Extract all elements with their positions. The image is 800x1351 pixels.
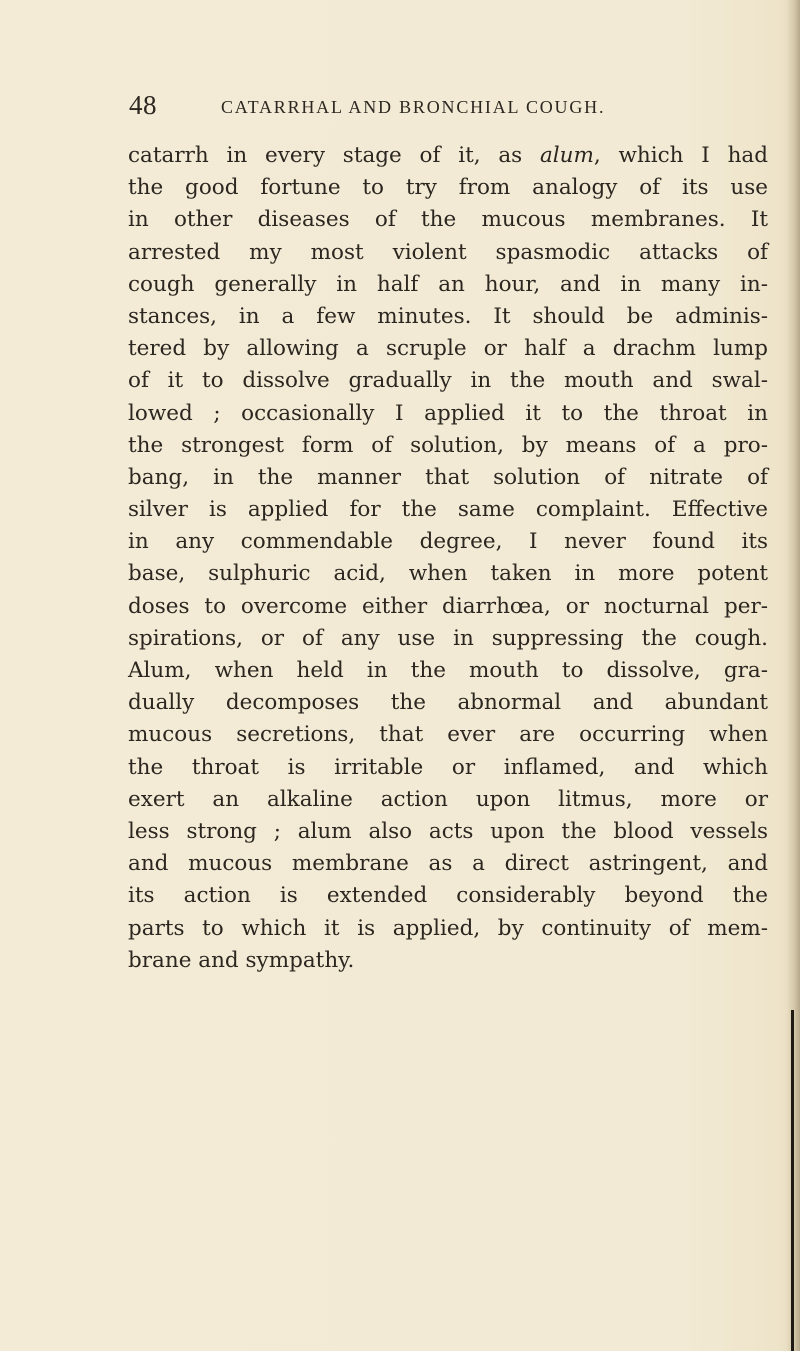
text-segment: arrested my most violent spasmodic attacks of [128, 239, 768, 265]
text-segment: in other diseases of the mucous membranes. It [128, 207, 768, 233]
text-line [128, 784, 768, 816]
text-segment: and mucous membrane as a direct astringent, and [128, 851, 768, 877]
text-line [128, 880, 768, 912]
running-head [0, 90, 800, 124]
text-line [128, 687, 768, 719]
text-segment: spirations, or of any use in suppressing the cough. [128, 625, 768, 651]
text-segment: cough generally in half an hour, and in many in- [128, 271, 768, 297]
text-line [128, 269, 768, 301]
text-segment: in any commendable degree, I never found its [128, 529, 768, 555]
text-segment: Alum, when held in the mouth to dissolve, gra- [128, 658, 768, 683]
text-segment: brane and sympathy. [128, 947, 355, 973]
page-edge-line [791, 1010, 794, 1351]
text-segment: base, sulphuric acid, when taken in more potent [128, 561, 768, 587]
text-segment: dually decomposes the abnormal and abundant [128, 690, 768, 716]
text-line [128, 494, 768, 526]
text-line [128, 333, 768, 365]
text-line [128, 945, 768, 977]
text-line [128, 913, 768, 945]
body-paragraph [128, 140, 768, 977]
text-segment: lowed ; occasionally I applied it to the throat in [128, 400, 768, 426]
text-line [128, 623, 768, 655]
text-line [128, 172, 768, 204]
text-line [128, 430, 768, 462]
text-line [128, 719, 768, 751]
text-segment: catarrh in every stage of it, as [128, 143, 540, 168]
text-segment: mucous secretions, that ever are occurring when [128, 722, 768, 748]
text-line [128, 301, 768, 333]
text-line [128, 204, 768, 236]
text-line [128, 365, 768, 397]
text-segment: parts to which it is applied, by continuity of mem- [128, 915, 768, 941]
text-segment: its action is extended considerably beyond the [128, 883, 768, 909]
text-segment: silver is applied for the same complaint. Effective [128, 497, 768, 523]
text-segment: exert an alkaline action upon litmus, more or [128, 786, 768, 812]
text-segment: less strong ; alum also acts upon the blood vessels [128, 818, 768, 844]
text-line [128, 655, 768, 687]
text-segment: of it to dissolve gradually in the mouth and swal- [128, 368, 768, 394]
page-number: 48 [129, 90, 157, 120]
text-line [128, 140, 768, 172]
text-segment: , which I had [593, 143, 768, 168]
text-segment: the strongest form of solution, by means of a pro- [128, 432, 768, 458]
text-line [128, 591, 768, 623]
italic-term: alum [539, 143, 594, 168]
text-line [128, 398, 768, 430]
text-segment: doses to overcome either diarrhœa, or nocturnal per- [128, 593, 768, 619]
text-line [128, 848, 768, 880]
text-line [128, 816, 768, 848]
running-head-title: CATARRHAL AND BRONCHIAL COUGH. [221, 97, 606, 117]
text-segment: the good fortune to try from analogy of its use [128, 175, 768, 201]
text-line [128, 752, 768, 784]
text-line [128, 237, 768, 269]
text-line [128, 526, 768, 558]
text-segment: stances, in a few minutes. It should be adminis- [128, 303, 768, 329]
text-segment: tered by allowing a scruple or half a drachm lump [128, 336, 768, 362]
text-segment: bang, in the manner that solution of nitrate of [128, 464, 768, 490]
text-line [128, 558, 768, 590]
text-segment: the throat is irritable or inflamed, and which [128, 754, 768, 780]
text-line [128, 462, 768, 494]
